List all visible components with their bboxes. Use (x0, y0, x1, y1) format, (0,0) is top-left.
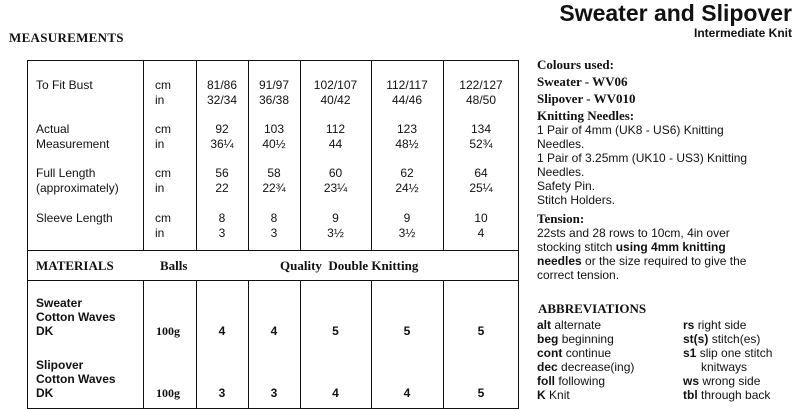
size-cell: 92 36¼ (210, 122, 234, 151)
tension-line: stocking stitch using 4mm knitting (537, 240, 726, 254)
needles-line: Safety Pin. (537, 179, 596, 193)
tension-line: needles or the size required to give the (537, 254, 747, 268)
balls-cell: 3 (218, 386, 226, 400)
colours-heading: Colours used: (537, 57, 614, 72)
unit-cell: cm in (155, 211, 171, 240)
measurements-heading: MEASUREMENTS (9, 30, 124, 45)
col-divider (143, 60, 144, 250)
balls-cell: 5 (477, 386, 485, 400)
abbr-item: knitways (701, 360, 748, 374)
abbr-item: cont continue (537, 346, 612, 360)
material-slipover-name: Slipover Cotton Waves DK (36, 358, 116, 400)
size-cell: 9 3½ (327, 211, 344, 240)
row-label-sleeve: Sleeve Length (36, 211, 113, 225)
size-cell: 8 3 (270, 211, 278, 240)
difficulty-label: Intermediate Knit (693, 26, 792, 40)
size-cell: 102/107 40/42 (313, 78, 358, 107)
abbr-item: rs right side (683, 318, 747, 332)
material-weight: 100g (156, 324, 180, 338)
size-cell: 123 48½ (395, 122, 419, 151)
needles-line: Needles. (537, 137, 585, 151)
row-divider (27, 250, 519, 251)
balls-cell: 4 (270, 324, 278, 338)
abbr-item: beg beginning (537, 332, 614, 346)
size-cell: 112 44 (325, 122, 346, 151)
row-label-actual: Actual Measurement (36, 122, 110, 151)
size-cell: 58 22¾ (262, 166, 286, 195)
size-cell: 122/127 48/50 (459, 78, 503, 107)
needles-line: Stitch Holders. (537, 193, 616, 207)
size-cell: 112/117 44/46 (386, 78, 428, 107)
abbr-item: dec decrease(ing) (537, 360, 635, 374)
abbr-item: K Knit (537, 388, 570, 402)
unit-cell: cm in (155, 78, 171, 107)
balls-cell: 4 (403, 386, 411, 400)
abbr-item: st(s) stitch(es) (683, 332, 761, 346)
material-weight: 100g (156, 386, 180, 400)
abbreviations-list-left (537, 318, 634, 402)
abbr-item: tbl through back (683, 388, 771, 402)
needles-heading: Knitting Needles: (537, 108, 635, 123)
unit-cell: cm in (155, 166, 171, 195)
abbr-item: s1 slip one stitch (683, 346, 773, 360)
material-sweater-name: Sweater Cotton Waves DK (36, 296, 116, 338)
balls-cell: 5 (332, 324, 339, 338)
balls-cell: 4 (218, 324, 226, 338)
tension-line: 22sts and 28 rows to 10cm, 4in over (537, 226, 730, 240)
row-divider (27, 280, 519, 281)
size-cell: 60 23¼ (323, 166, 348, 195)
abbr-item: foll following (537, 374, 606, 388)
balls-cell: 3 (270, 386, 278, 400)
size-cell: 134 52¾ (469, 122, 493, 151)
size-cell: 62 24½ (395, 166, 419, 195)
unit-cell: cm in (155, 122, 171, 151)
size-cell: 64 25¼ (469, 166, 493, 195)
info-column (537, 57, 800, 282)
col-divider (143, 280, 144, 409)
size-cell: 103 40½ (262, 122, 286, 151)
row-label-bust: To Fit Bust (36, 78, 93, 92)
balls-label: Balls (160, 258, 188, 273)
abbr-item: ws wrong side (683, 374, 761, 388)
tension-heading: Tension: (537, 211, 585, 226)
sweater-colour: Sweater - WV06 (537, 74, 628, 89)
slipover-colour: Slipover - WV010 (537, 91, 636, 106)
size-cell: 56 22 (215, 166, 229, 195)
size-cell: 10 4 (474, 211, 488, 240)
abbreviations-list-right (683, 318, 772, 402)
size-cell: 91/97 36/38 (258, 78, 290, 107)
row-label-length: Full Length (approximately) (36, 166, 119, 195)
abbr-item: alt alternate (537, 318, 602, 332)
balls-cell: 5 (477, 324, 485, 338)
materials-heading: MATERIALS (36, 258, 114, 273)
size-cell: 81/86 32/34 (206, 78, 238, 107)
tension-line: correct tension. (537, 268, 620, 282)
quality-label: Quality Double Knitting (280, 258, 419, 273)
size-cell: 9 3½ (398, 211, 416, 240)
balls-cell: 5 (403, 324, 411, 338)
page-title: Sweater and Slipover (559, 0, 792, 26)
needles-line: 1 Pair of 4mm (UK8 - US6) Knitting (537, 123, 724, 137)
size-cell: 8 3 (218, 211, 226, 240)
balls-cell: 4 (332, 386, 339, 400)
abbreviations-heading: ABBREVIATIONS (538, 301, 647, 316)
needles-line: Needles. (537, 165, 585, 179)
needles-line: 1 Pair of 3.25mm (UK10 - US3) Knitting (537, 151, 748, 165)
